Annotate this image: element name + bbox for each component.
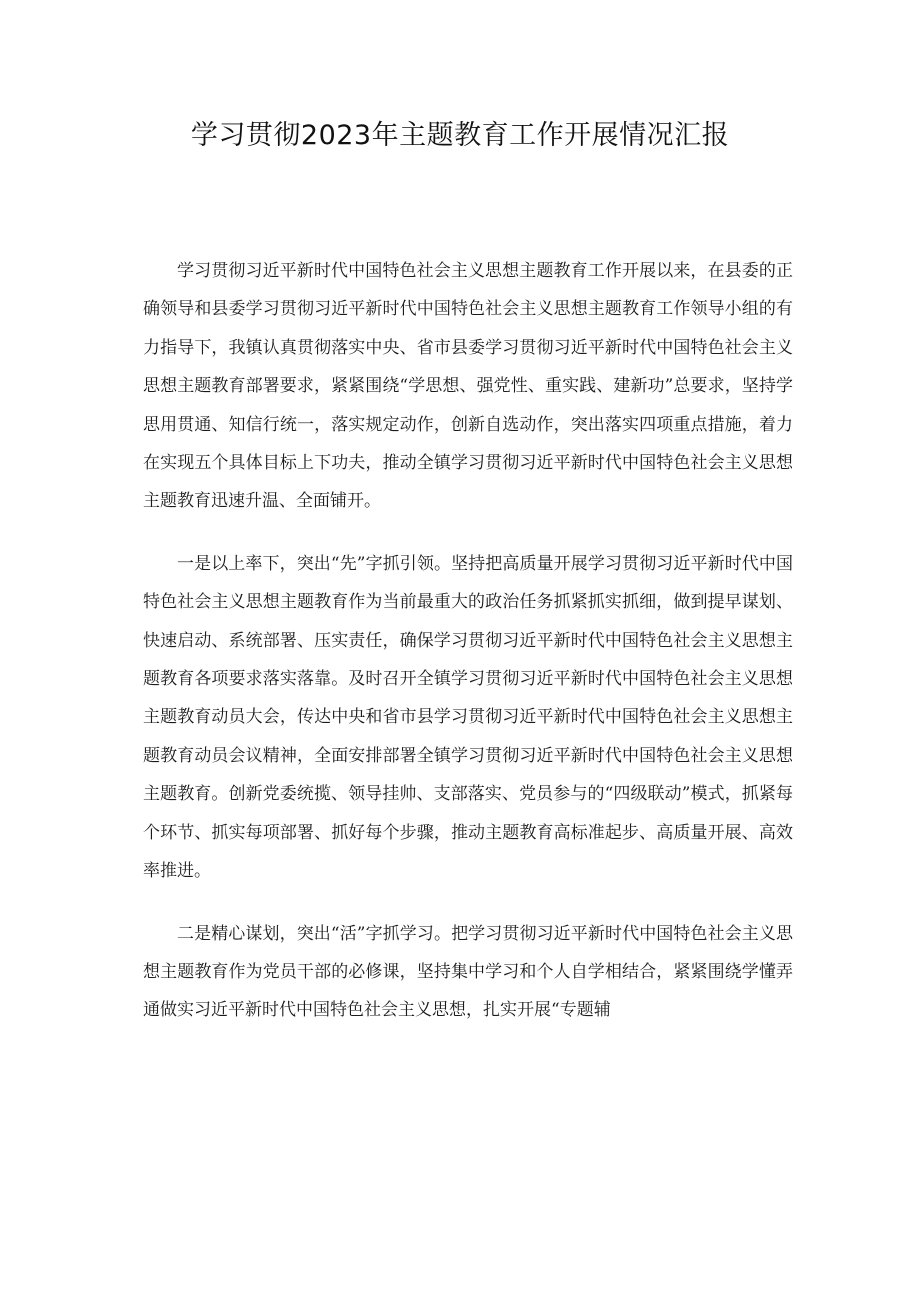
paragraph-intro: 学习贯彻习近平新时代中国特色社会主义思想主题教育工作开展以来，在县委的正确领导和县委学习贯彻习近平新时代中国特色社会主义思想主题教育工作领导小组的有力指导下，我镇认真贯彻落实中央、省市县委学习贯彻习近平新时代中国特色社会主义思想主题教育部署要求，紧紧围绕“学思想、强党性、重实践、建新功”总要求，坚持学思用贯通、知信行统一，落实规定动作，创新自选动作，突出落实四项重点措施，着力在实现五个具体目标上下功夫，推动全镇学习贯彻习近平新时代中国特色社会主义思想主题教育迅速升温、全面铺开。 [143, 261, 793, 512]
document-body [143, 252, 793, 1054]
paragraph-point-two: 二是精心谋划，突出“活”字抓学习。把学习贯彻习近平新时代中国特色社会主义思想主题教育作为党员干部的必修课，坚持集中学习和个人自学相结合，紧紧围绕学懂弄通做实习近平新时代中国特色社会主义思想，扎实开展“专题辅 [143, 923, 793, 1021]
paragraph-point-one: 一是以上率下，突出“先”字抓引领。坚持把高质量开展学习贯彻习近平新时代中国特色社会主义思想主题教育作为当前最重大的政治任务抓紧抓实抓细，做到提早谋划、快速启动、系统部署、压实责任，确保学习贯彻习近平新时代中国特色社会主义思想主题教育各项要求落实落靠。及时召开全镇学习贯彻习近平新时代中国特色社会主义思想主题教育动员大会，传达中央和省市县学习贯彻习近平新时代中国特色社会主义思想主题教育动员会议精神，全面安排部署全镇学习贯彻习近平新时代中国特色社会主义思想主题教育。创新党委统揽、领导挂帅、支部落实、党员参与的“四级联动”模式，抓紧每个环节、抓实每项部署、抓好每个步骤，推动主题教育高标准起步、高质量开展、高效率推进。 [143, 553, 793, 882]
document-title: 学习贯彻2023年主题教育工作开展情况汇报 [190, 120, 730, 151]
